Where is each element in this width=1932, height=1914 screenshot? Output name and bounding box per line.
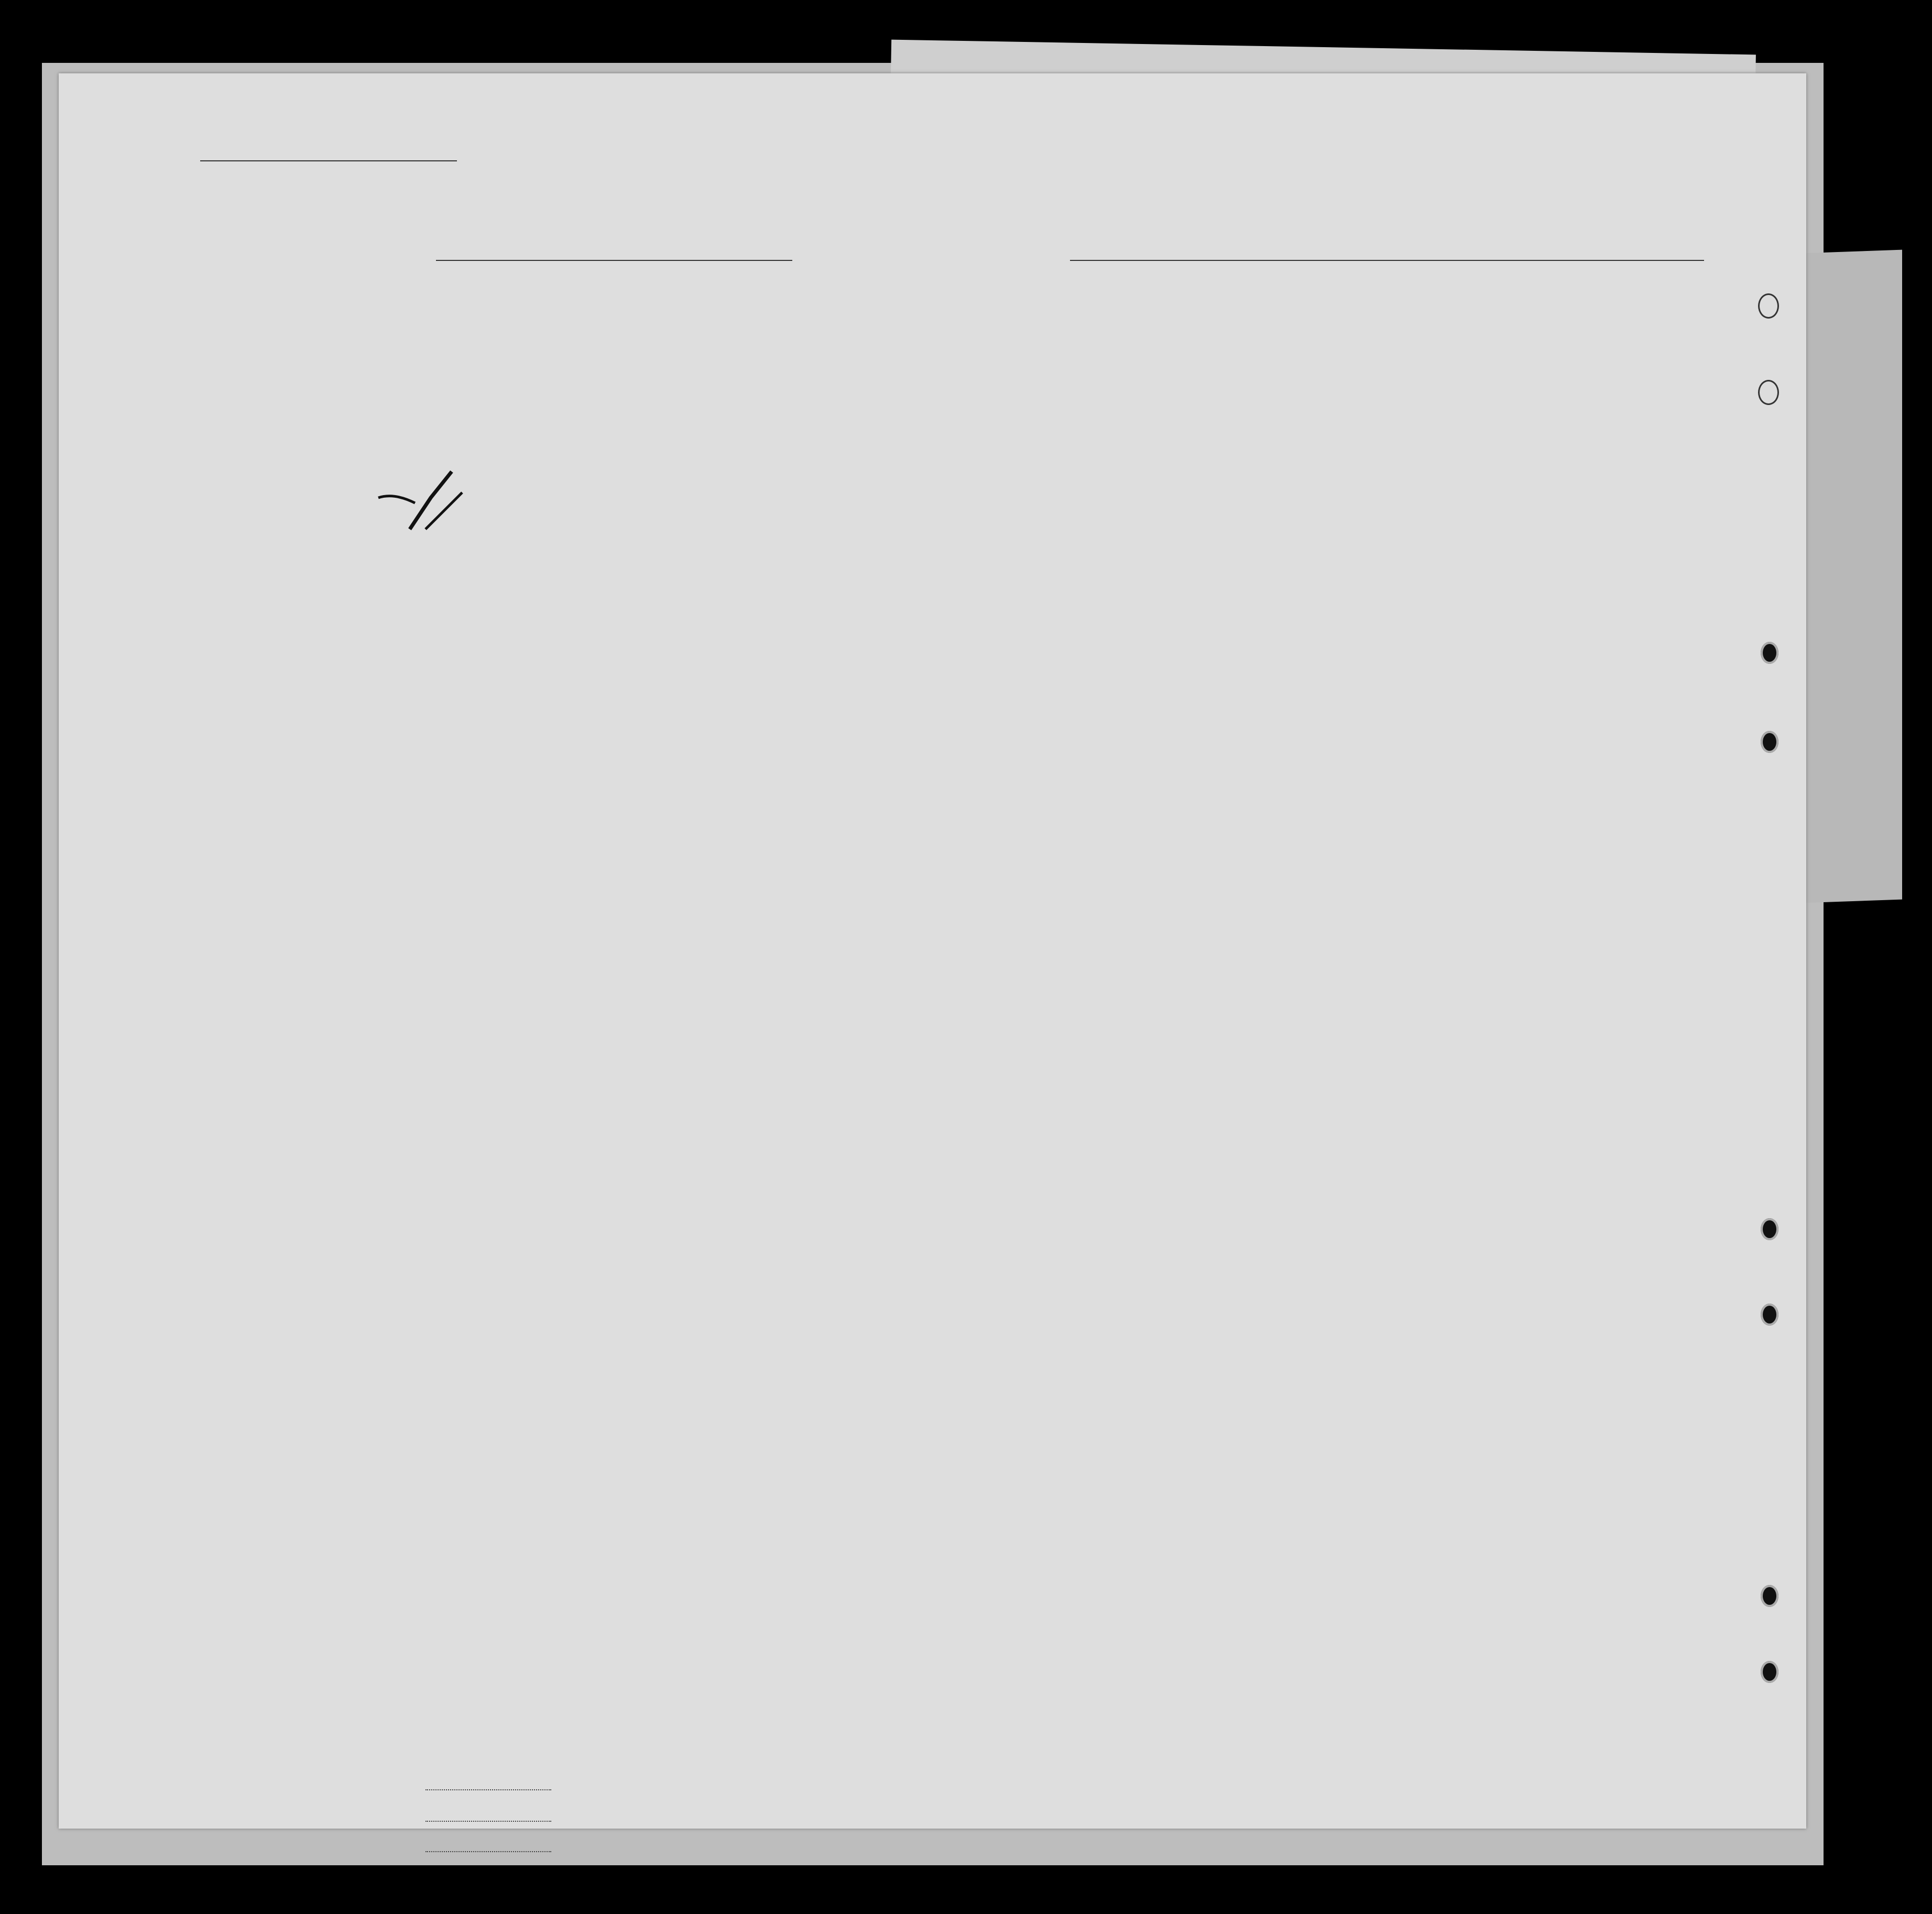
check-mark-row1 bbox=[373, 466, 478, 534]
grid-lines bbox=[59, 73, 1806, 1829]
binder-hole bbox=[1761, 731, 1778, 753]
us-citizens-line bbox=[425, 1821, 551, 1822]
aliens-line bbox=[425, 1851, 551, 1852]
binder-hole-top bbox=[1758, 293, 1779, 319]
binder-hole-top bbox=[1758, 380, 1779, 405]
binder-hole bbox=[1761, 1585, 1778, 1607]
paper-stack-right bbox=[1803, 250, 1902, 903]
date-underline bbox=[1432, 260, 1704, 261]
binder-hole bbox=[1761, 642, 1778, 664]
port-underline bbox=[1070, 260, 1479, 261]
total-passengers-line bbox=[425, 1789, 551, 1790]
manifest-sheet bbox=[59, 73, 1806, 1829]
binder-hole bbox=[1761, 1218, 1778, 1240]
closed-at-number bbox=[247, 1694, 254, 1711]
binder-hole bbox=[1761, 1304, 1778, 1326]
list-underline bbox=[200, 160, 457, 161]
binder-hole bbox=[1761, 1661, 1778, 1683]
ship-underline bbox=[436, 260, 792, 261]
